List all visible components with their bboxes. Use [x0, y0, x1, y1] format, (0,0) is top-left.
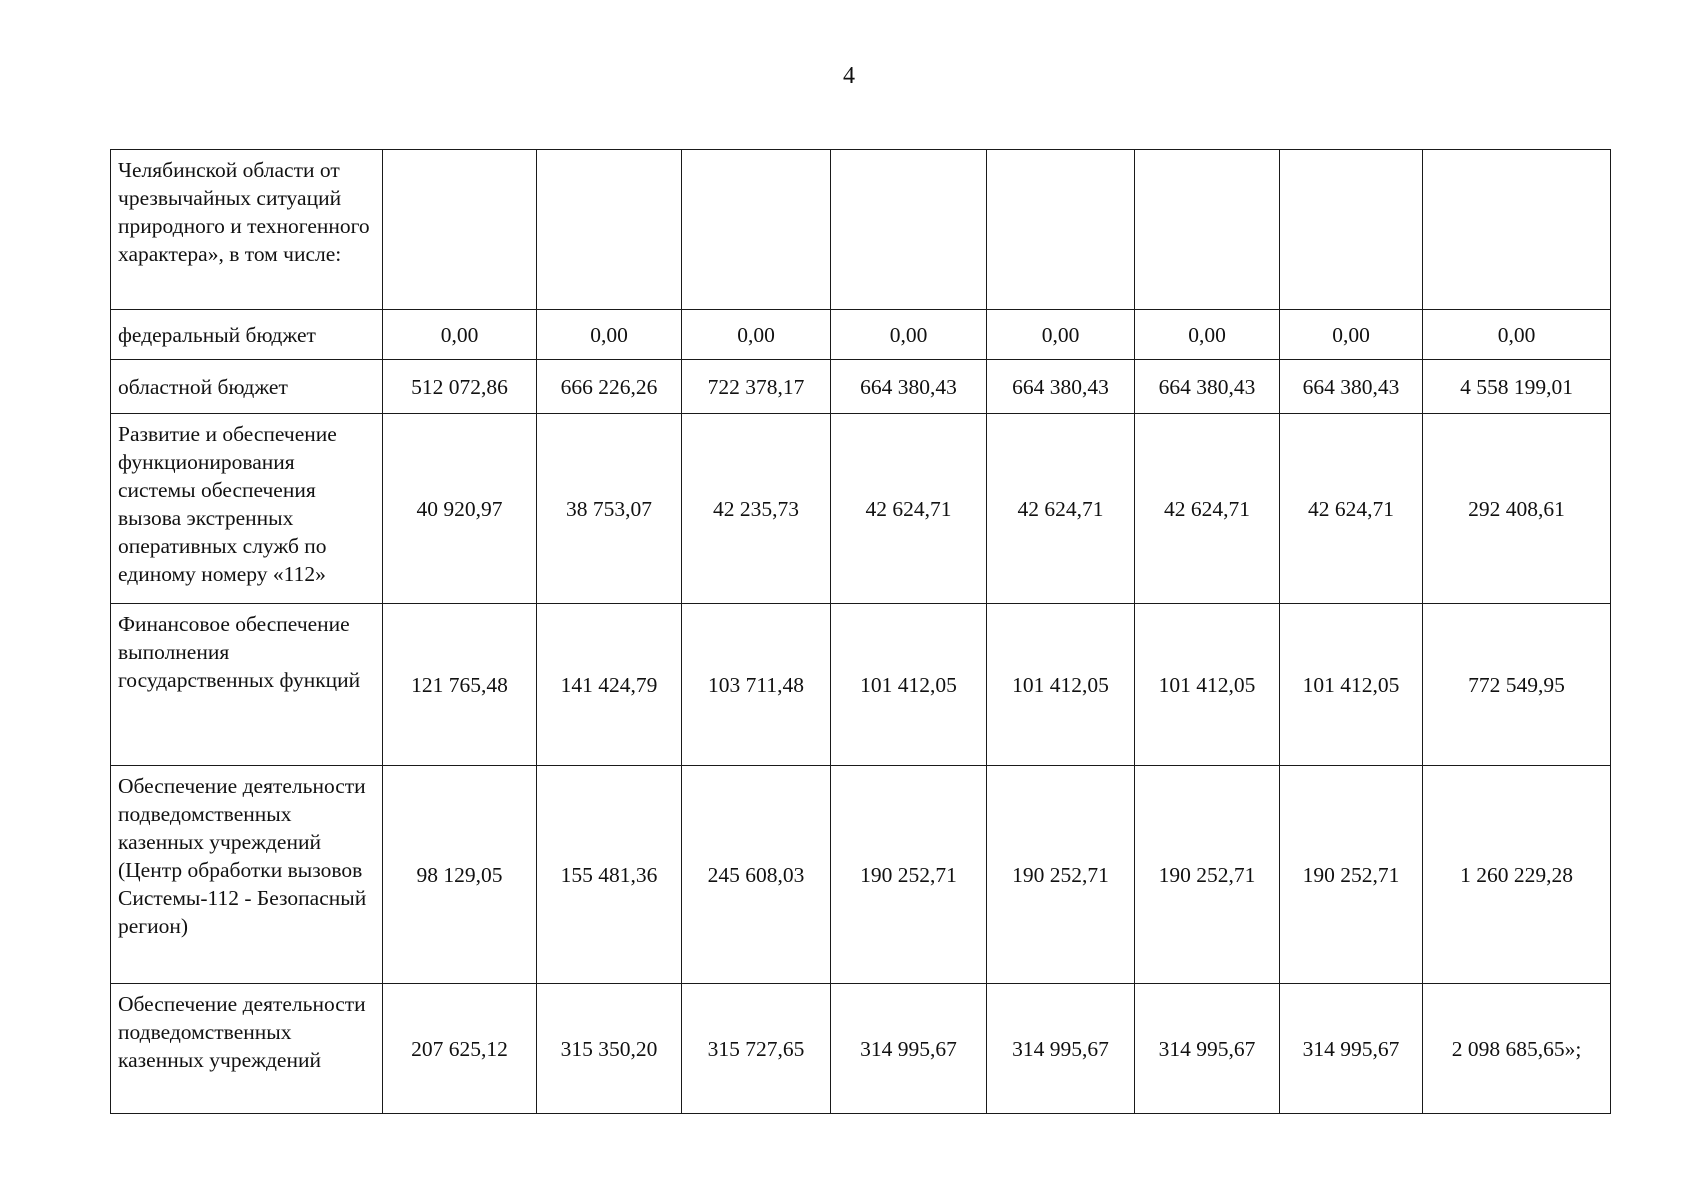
table-cell: 0,00 — [383, 310, 537, 360]
table-cell: 101 412,05 — [1280, 604, 1423, 766]
page-number: 4 — [843, 63, 855, 89]
row-label: областной бюджет — [111, 360, 383, 414]
table-cell: 101 412,05 — [1135, 604, 1280, 766]
table-cell: 315 350,20 — [537, 984, 682, 1114]
table-cell: 0,00 — [682, 310, 831, 360]
table-cell: 141 424,79 — [537, 604, 682, 766]
table-cell: 155 481,36 — [537, 766, 682, 984]
table-cell: 42 624,71 — [987, 414, 1135, 604]
table-cell: 314 995,67 — [987, 984, 1135, 1114]
table-cell: 38 753,07 — [537, 414, 682, 604]
table-cell: 42 624,71 — [1280, 414, 1423, 604]
table-cell: 40 920,97 — [383, 414, 537, 604]
table-cell: 772 549,95 — [1423, 604, 1611, 766]
table-cell: 101 412,05 — [831, 604, 987, 766]
table-row — [111, 414, 1611, 604]
table-cell: 190 252,71 — [987, 766, 1135, 984]
table-cell: 722 378,17 — [682, 360, 831, 414]
table-cell: 98 129,05 — [383, 766, 537, 984]
table-cell: 1 260 229,28 — [1423, 766, 1611, 984]
row-label: федеральный бюджет — [111, 310, 383, 360]
row-label: Челябинской области от чрезвычайных ситуаций природного и техногенного характера», в том числе: — [111, 150, 383, 310]
table-cell: 245 608,03 — [682, 766, 831, 984]
table-cell: 664 380,43 — [1280, 360, 1423, 414]
table-cell: 0,00 — [1280, 310, 1423, 360]
table-cell: 0,00 — [1423, 310, 1611, 360]
table-row — [111, 984, 1611, 1114]
table-cell: 664 380,43 — [831, 360, 987, 414]
table-cell: 664 380,43 — [1135, 360, 1280, 414]
budget-table — [110, 149, 1611, 1114]
table-cell: 314 995,67 — [1135, 984, 1280, 1114]
table-cell: 314 995,67 — [831, 984, 987, 1114]
table-cell: 4 558 199,01 — [1423, 360, 1611, 414]
row-label: Обеспечение деятельности подведомственных казенных учреждений (Центр обработки вызовов Системы-112 - Безопасный регион) — [111, 766, 383, 984]
table-cell: 101 412,05 — [987, 604, 1135, 766]
table-row — [111, 604, 1611, 766]
table-cell: 315 727,65 — [682, 984, 831, 1114]
table-cell — [682, 150, 831, 310]
table-cell — [383, 150, 537, 310]
table-cell — [831, 150, 987, 310]
row-label: Обеспечение деятельности подведомственных казенных учреждений — [111, 984, 383, 1114]
table-row — [111, 150, 1611, 310]
row-label: Развитие и обеспечение функционирования системы обеспечения вызова экстренных оперативных служб по единому номеру «112» — [111, 414, 383, 604]
table-cell: 664 380,43 — [987, 360, 1135, 414]
row-label: Финансовое обеспечение выполнения государственных функций — [111, 604, 383, 766]
table-cell — [537, 150, 682, 310]
table-cell — [1135, 150, 1280, 310]
table-cell: 190 252,71 — [1280, 766, 1423, 984]
table-cell: 0,00 — [831, 310, 987, 360]
table-cell: 0,00 — [987, 310, 1135, 360]
table-row — [111, 766, 1611, 984]
table-cell: 42 624,71 — [1135, 414, 1280, 604]
table-cell — [1423, 150, 1611, 310]
table-cell: 42 235,73 — [682, 414, 831, 604]
table-cell: 2 098 685,65»; — [1423, 984, 1611, 1114]
table-cell: 103 711,48 — [682, 604, 831, 766]
table-cell — [987, 150, 1135, 310]
table-cell: 666 226,26 — [537, 360, 682, 414]
table-cell: 121 765,48 — [383, 604, 537, 766]
table-cell: 207 625,12 — [383, 984, 537, 1114]
table-cell — [1280, 150, 1423, 310]
table-cell: 190 252,71 — [1135, 766, 1280, 984]
table-cell: 314 995,67 — [1280, 984, 1423, 1114]
table-row — [111, 310, 1611, 360]
table-cell: 512 072,86 — [383, 360, 537, 414]
table-cell: 292 408,61 — [1423, 414, 1611, 604]
table-row — [111, 360, 1611, 414]
table-cell: 190 252,71 — [831, 766, 987, 984]
table-cell: 0,00 — [537, 310, 682, 360]
table-cell: 42 624,71 — [831, 414, 987, 604]
table-cell: 0,00 — [1135, 310, 1280, 360]
